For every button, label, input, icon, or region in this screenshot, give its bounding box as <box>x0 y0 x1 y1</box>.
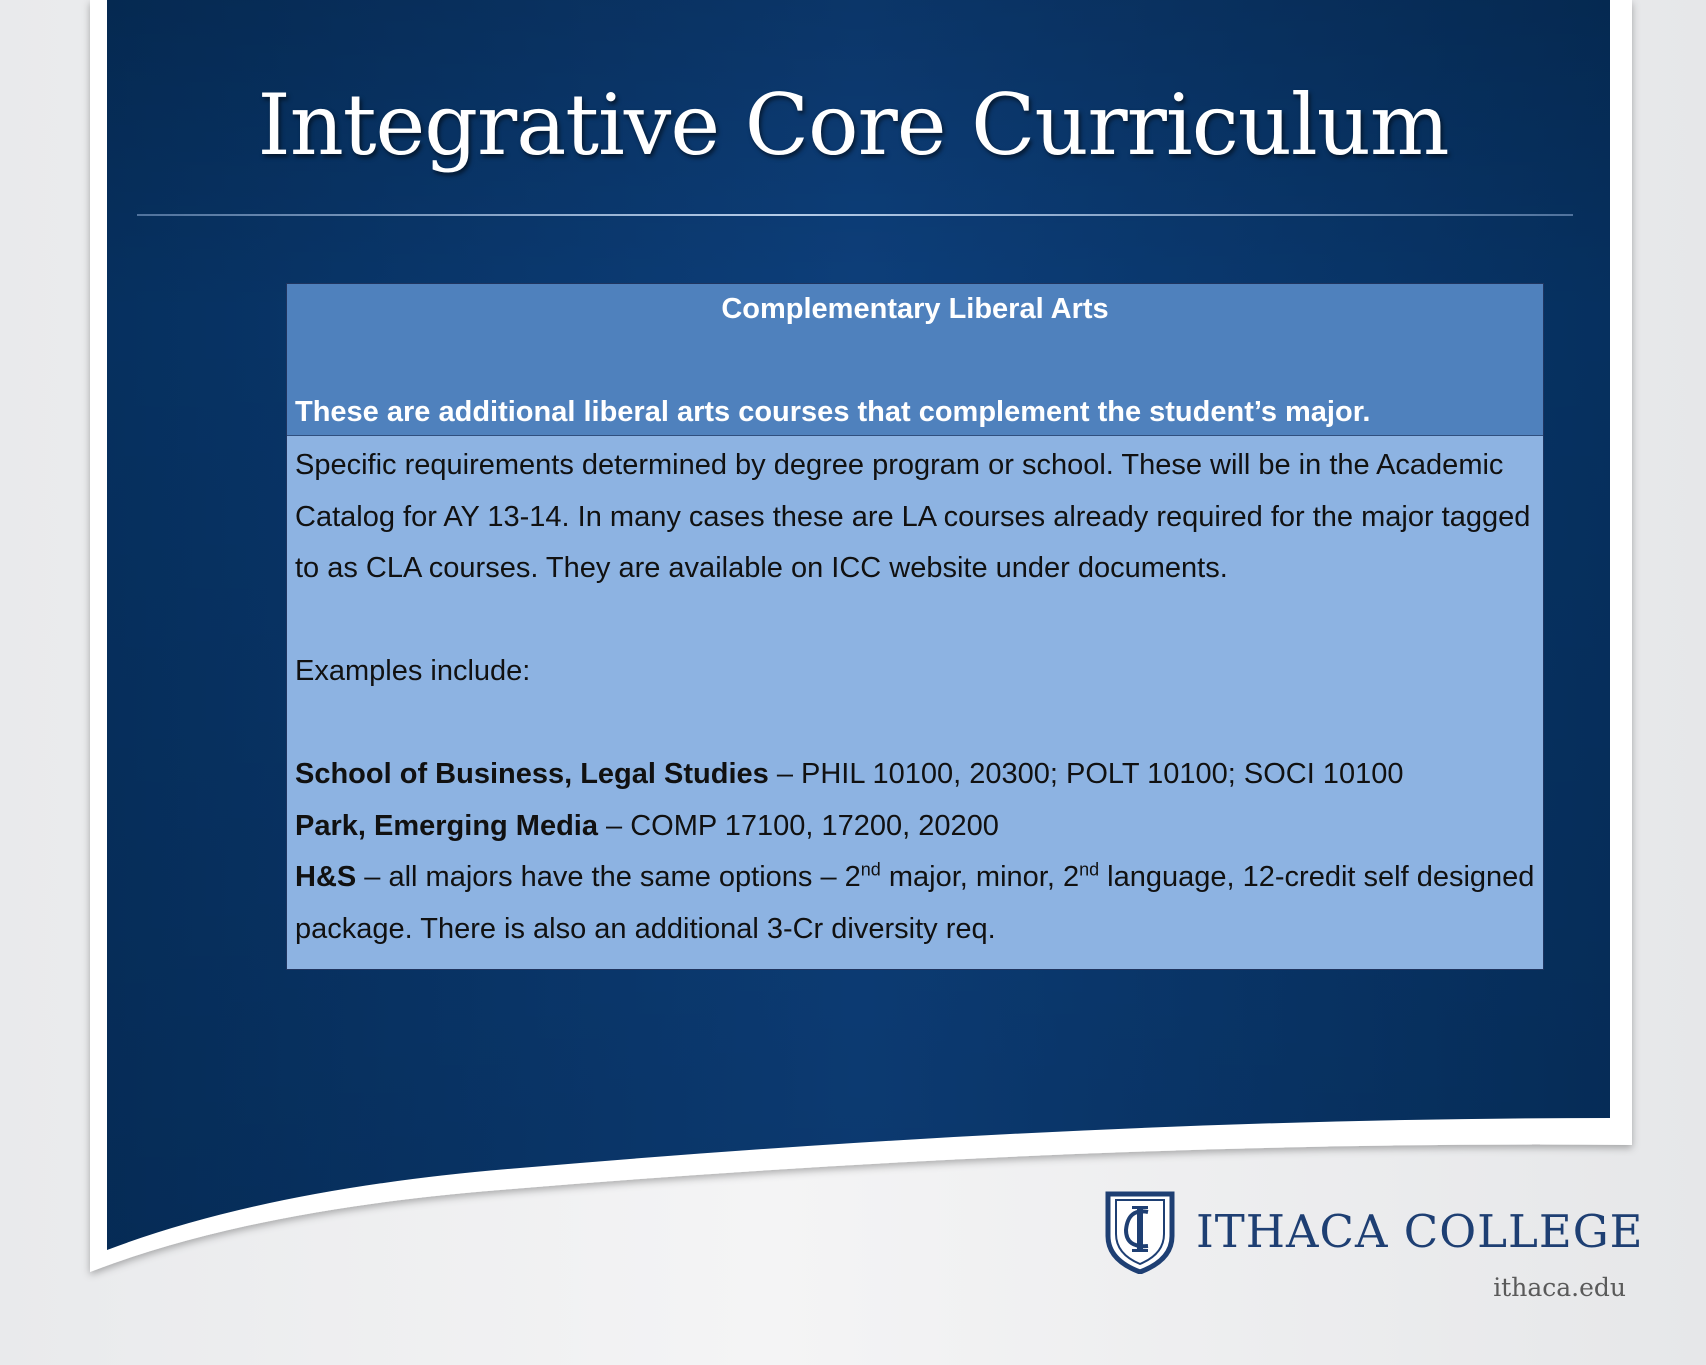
ithaca-college-logo <box>1104 1190 1644 1274</box>
website-url: ithaca.edu <box>1493 1273 1626 1302</box>
examples-label: Examples include: <box>295 655 531 687</box>
example-text: language, 12-credit self designed package. There is also an additional 3-Cr diversity req. <box>295 861 1535 945</box>
example-school: School of Business, Legal Studies <box>295 758 769 790</box>
table-body-cell <box>287 436 1543 969</box>
logo-wordmark: ITHACA COLLEGE <box>1196 1205 1644 1258</box>
example-text: – all majors have the same options – 2 <box>356 861 861 893</box>
example-item <box>295 801 1535 853</box>
example-school: H&S <box>295 861 357 893</box>
table-subheading: These are additional liberal arts courses that complement the student’s major. <box>295 396 1371 428</box>
info-table <box>286 283 1544 970</box>
slide-title: Integrative Core Curriculum <box>257 76 1449 174</box>
shield-icon <box>1104 1190 1176 1274</box>
title-divider <box>137 214 1573 216</box>
ordinal-suffix: nd <box>1079 859 1100 880</box>
ordinal-suffix: nd <box>860 859 881 880</box>
example-text: major, minor, 2 <box>880 861 1080 893</box>
example-item <box>295 749 1535 801</box>
example-courses: – COMP 17100, 17200, 20200 <box>598 809 999 842</box>
requirements-paragraph: Specific requirements determined by degree program or school. These will be in the Academic Catalog for AY 13-14. In many cases these are LA courses already required for the major tagged to as CLA courses. They are available on ICC website under documents. <box>295 449 1531 584</box>
spacer <box>295 595 1535 647</box>
spacer <box>295 698 1535 750</box>
example-item <box>295 852 1535 955</box>
example-courses: – PHIL 10100, 20300; POLT 10100; SOCI 10100 <box>768 758 1404 790</box>
example-school: Park, Emerging Media <box>295 809 598 842</box>
table-heading: Complementary Liberal Arts <box>721 293 1109 325</box>
table-header-cell <box>287 284 1543 436</box>
